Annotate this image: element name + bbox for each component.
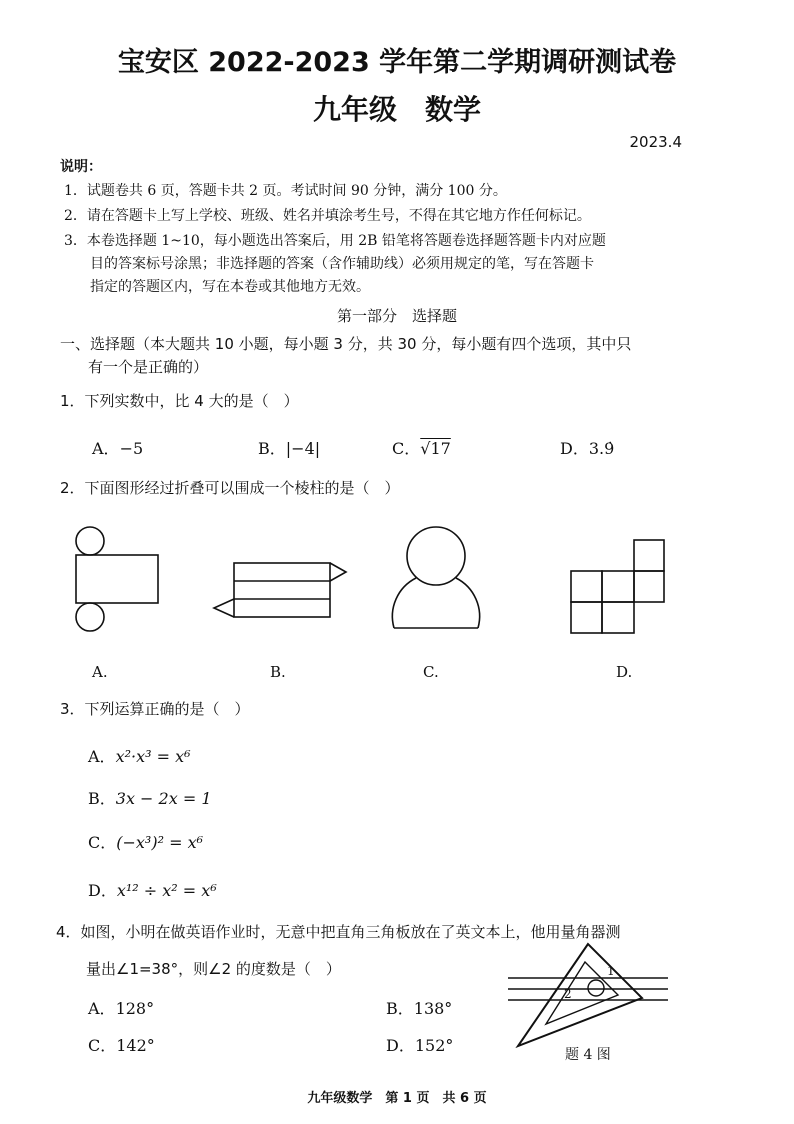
circle	[407, 527, 465, 585]
instruction-item: 目的答案标号涂黑；非选择题的答案（含作辅助线）必须用规定的笔，写在答题卡	[90, 256, 594, 272]
instruction-item: 2．请在答题卡上写上学校、班级、姓名并填涂考生号，不得在其它地方作任何标记。	[64, 208, 591, 224]
triangle-flap-right	[330, 563, 346, 581]
instructions-heading: 说明：	[60, 159, 102, 175]
exam-date: 2023.4	[629, 133, 682, 151]
rectangle-band	[234, 563, 330, 617]
q2-figure-b	[210, 560, 350, 630]
q3-option-d: D．x¹² ÷ x² = x⁶	[88, 881, 217, 900]
q1-option-d: D．3.9̇	[560, 439, 615, 458]
q4-figure-caption: 题 4 图	[565, 1047, 611, 1063]
q4-stem-line2: 量出∠1=38°，则∠2 的度数是（ ）	[86, 960, 341, 978]
page-footer: 九年级数学 第 1 页 共 6 页	[307, 1091, 487, 1106]
section-heading: 一、选择题（本大题共 10 小题，每小题 3 分，共 30 分，每小题有四个选项，其中只	[60, 335, 632, 353]
q1-option-b: B．|−4|	[258, 439, 321, 458]
triangle-flap-left	[214, 599, 234, 617]
q2-figure-d	[568, 538, 678, 648]
hole-circle	[588, 980, 604, 996]
q4-option-d: D．152°	[386, 1036, 454, 1055]
sector-arc-right	[456, 578, 480, 628]
angle2-label: 2	[564, 987, 572, 1001]
q2-stem: 2．下面图形经过折叠可以围成一个棱柱的是（ ）	[60, 479, 400, 497]
q4-figure	[500, 940, 680, 1050]
q3-option-b: B．3x − 2x = 1	[88, 789, 212, 808]
circle-top	[76, 527, 104, 555]
instruction-item: 指定的答题区内，写在本卷或其他地方无效。	[90, 279, 370, 295]
set-square-outer	[518, 944, 642, 1046]
q2-label-b: B.	[270, 663, 286, 681]
q3-option-a: A．x²·x³ = x⁶	[88, 747, 191, 766]
q2-figure-c	[390, 524, 500, 634]
q4-stem-line1: 4．如图，小明在做英语作业时，无意中把直角三角板放在了英文本上，他用量角器测	[56, 923, 621, 941]
circle-bottom	[76, 603, 104, 631]
instruction-item: 3．本卷选择题 1~10，每小题选出答案后，用 2B 铅笔将答题卷选择题答题卡内对应题	[64, 233, 606, 249]
part-title: 第一部分 选择题	[336, 307, 457, 325]
section-heading-cont: 有一个是正确的）	[88, 358, 209, 376]
rectangle	[76, 555, 158, 603]
sector-arc-left	[392, 578, 416, 628]
q1-stem: 1．下列实数中，比 4 大的是（ ）	[60, 392, 299, 410]
q1-option-a: A．−5	[92, 439, 144, 458]
q4-option-b: B．138°	[386, 999, 453, 1018]
q4-option-c: C．142°	[88, 1036, 155, 1055]
instruction-item: 1．试题卷共 6 页，答题卡共 2 页。考试时间 90 分钟，满分 100 分。	[64, 183, 507, 199]
q1-option-c: C．√17	[392, 439, 451, 458]
q3-option-c: C．(−x³)² = x⁶	[88, 833, 204, 852]
angle1-label: 1	[607, 964, 615, 978]
q2-label-d: D.	[616, 663, 633, 681]
exam-subtitle: 九年级 数学	[312, 93, 481, 126]
q2-figure-a	[74, 525, 174, 635]
q2-label-a: A.	[92, 663, 108, 681]
q4-option-a: A．128°	[88, 999, 155, 1018]
q2-label-c: C.	[423, 663, 439, 681]
q3-stem: 3．下列运算正确的是（ ）	[60, 700, 250, 718]
exam-title: 宝安区 2022-2023 学年第二学期调研测试卷	[117, 47, 677, 78]
